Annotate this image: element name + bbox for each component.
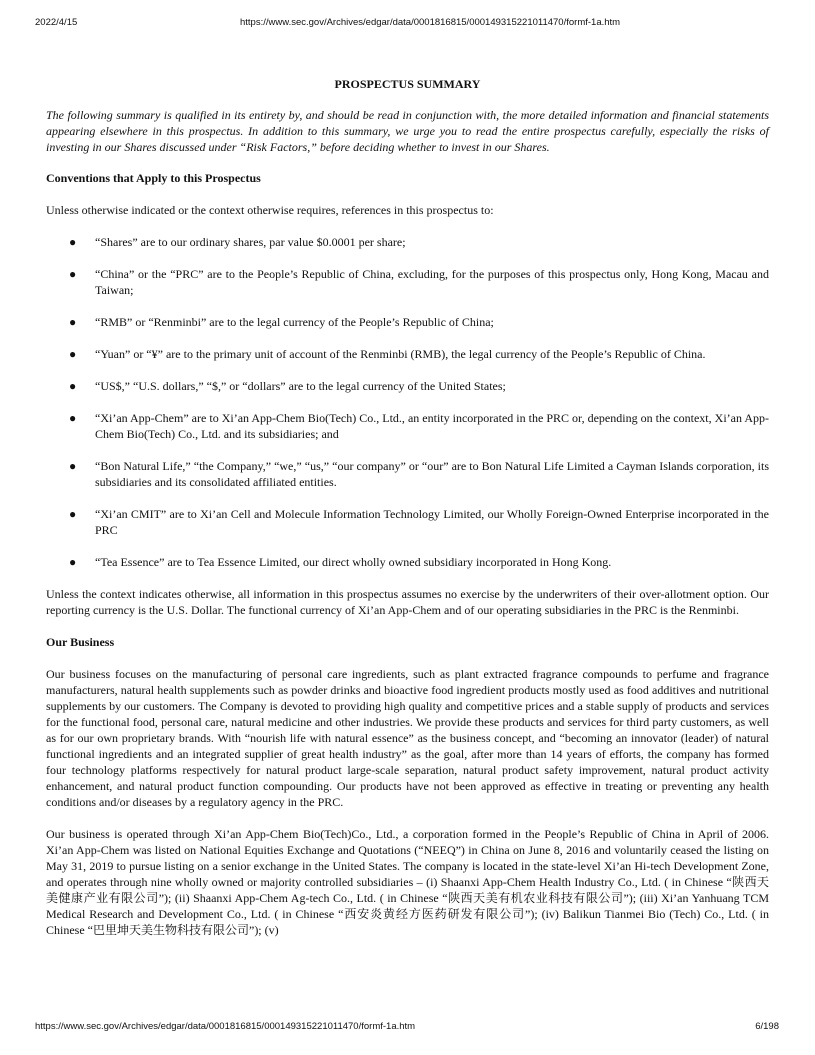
business-heading: Our Business: [46, 635, 115, 649]
list-item-text: “Tea Essence” are to Tea Essence Limited, our direct wholly owned subsidiary incorporated in Hong Kong.: [95, 555, 612, 569]
browser-print-footer: [0, 1021, 815, 1035]
list-item-text: “Shares” are to our ordinary shares, par value $0.0001 per share;: [95, 235, 406, 249]
list-item: [46, 554, 769, 570]
footer-url[interactable]: https://www.sec.gov/Archives/edgar/data/0001816815/000149315221011470/formf-1a.htm: [35, 1021, 416, 1032]
list-item: [46, 346, 769, 362]
bullet-icon: ●: [69, 347, 77, 361]
conventions-lead: Unless otherwise indicated or the context otherwise requires, references in this prospectus to:: [46, 203, 494, 217]
list-item: [46, 234, 769, 250]
bullet-icon: ●: [69, 379, 77, 393]
list-item: [46, 410, 769, 442]
business-paragraph-2: Our business is operated through Xi’an App-Chem Bio(Tech)Co., Ltd., a corporation formed in the People’s Republic of China in April of 2006. Xi’an App-Chem was listed on National Equities Exchange and Quotations (“NEEQ”) in China on June 8, 2016 and voluntarily ceased the listing on May 31, 2019 to pursue listing on a senior exchange in the United States. The company is located in the state-level Xi’an Hi-tech Development Zone, and operates through nine wholly owned or majority controlled subsidiaries – (i) Shaanxi App-Chem Health Industry Co., Ltd. ( in Chinese “陕西天美健康产业有限公司”); (ii) Shaanxi App-Chem Ag-tech Co., Ltd. ( in Chinese “陕西天美有机农业科技有限公司”); (iii) Xi’an Yanhuang TCM Medical Research and Development Co., Ltd. ( in Chinese “西安炎黄经方医药研发有限公司”); (iv) Balikun Tianmei Bio (Tech) Co., Ltd. ( in Chinese “巴里坤天美生物科技有限公司”); (v): [46, 827, 769, 937]
list-item-text: “Xi’an App-Chem” are to Xi’an App-Chem Bio(Tech) Co., Ltd., an entity incorporated in the PRC or, depending on the context, Xi’an App-Chem Bio(Tech) Co., Ltd. and its subsidiaries; and: [95, 411, 769, 441]
conventions-list: [46, 234, 769, 570]
bullet-icon: ●: [69, 555, 77, 569]
list-item-text: “Xi’an CMIT” are to Xi’an Cell and Molecule Information Technology Limited, our Wholly Foreign-Owned Enterprise incorporated in the PRC: [95, 507, 769, 537]
list-item-text: “China” or the “PRC” are to the People’s Republic of China, excluding, for the purposes of this prospectus only, Hong Kong, Macau and Taiwan;: [95, 267, 769, 297]
list-item: [46, 378, 769, 394]
browser-print-header: [0, 17, 815, 31]
bullet-icon: ●: [69, 315, 77, 329]
header-url[interactable]: https://www.sec.gov/Archives/edgar/data/0001816815/000149315221011470/formf-1a.htm: [240, 17, 621, 28]
list-item-text: “Bon Natural Life,” “the Company,” “we,” “us,” “our company” or “our” are to Bon Natural Life Limited a Cayman Islands corporation, its subsidiaries and its consolidated affiliated entities.: [95, 459, 769, 489]
business-paragraph-1: Our business focuses on the manufacturing of personal care ingredients, such as plant extracted fragrance compounds to perfume and fragrance manufacturers, natural health supplements such as powder drinks and bioactive food ingredient products mostly used as food additives and nutritional supplements by our customers. The Company is devoted to providing high quality and competitive prices and a stable supply of products and services for the functional food, personal care, natural medicine and other industries. We provide these products and services for third party customers, as well as for our own proprietary brands. With “nourish life with natural essence” as the business concept, and “becoming an innovator (leader) of natural functional ingredients and an integrated supplier of great health industry” as the goal, after more than 14 years of efforts, the company has formed four technology platforms respectively for natural product large-scale separation, natural product safety improvement, natural product activity enhancement, and natural product function compounding. Our products have not been approved as effective in treating or preventing any health conditions and/or diseases by a regulatory agency in the PRC.: [46, 667, 769, 809]
bullet-icon: ●: [69, 507, 77, 521]
page-title: PROSPECTUS SUMMARY: [334, 77, 481, 91]
prospectus-page: [46, 76, 769, 938]
list-item: [46, 266, 769, 298]
list-item-text: “Yuan” or “¥” are to the primary unit of account of the Renminbi (RMB), the legal currency of the People’s Republic of China.: [95, 347, 706, 361]
bullet-icon: ●: [69, 235, 77, 249]
list-item-text: “RMB” or “Renminbi” are to the legal currency of the People’s Republic of China;: [95, 315, 494, 329]
print-date: 2022/4/15: [35, 17, 78, 28]
list-item: [46, 458, 769, 490]
bullet-icon: ●: [69, 411, 77, 425]
conventions-closing-paragraph: Unless the context indicates otherwise, all information in this prospectus assumes no exercise by the underwriters of their over-allotment option. Our reporting currency is the U.S. Dollar. The functional currency of Xi’an App-Chem and of our operating subsidiaries in the PRC is the Renminbi.: [46, 587, 769, 617]
bullet-icon: ●: [69, 267, 77, 281]
list-item: [46, 506, 769, 538]
page-number: 6/198: [755, 1021, 779, 1032]
conventions-heading: Conventions that Apply to this Prospectus: [46, 171, 261, 185]
list-item: [46, 314, 769, 330]
list-item-text: “US$,” “U.S. dollars,” “$,” or “dollars” are to the legal currency of the United States;: [95, 379, 506, 393]
bullet-icon: ●: [69, 459, 77, 473]
intro-paragraph: The following summary is qualified in its entirety by, and should be read in conjunction with, the more detailed information and financial statements appearing elsewhere in this prospectus. In addition to this summary, we urge you to read the entire prospectus carefully, especially the risks of investing in our Shares discussed under “Risk Factors,” before deciding whether to invest in our Shares.: [46, 108, 769, 154]
